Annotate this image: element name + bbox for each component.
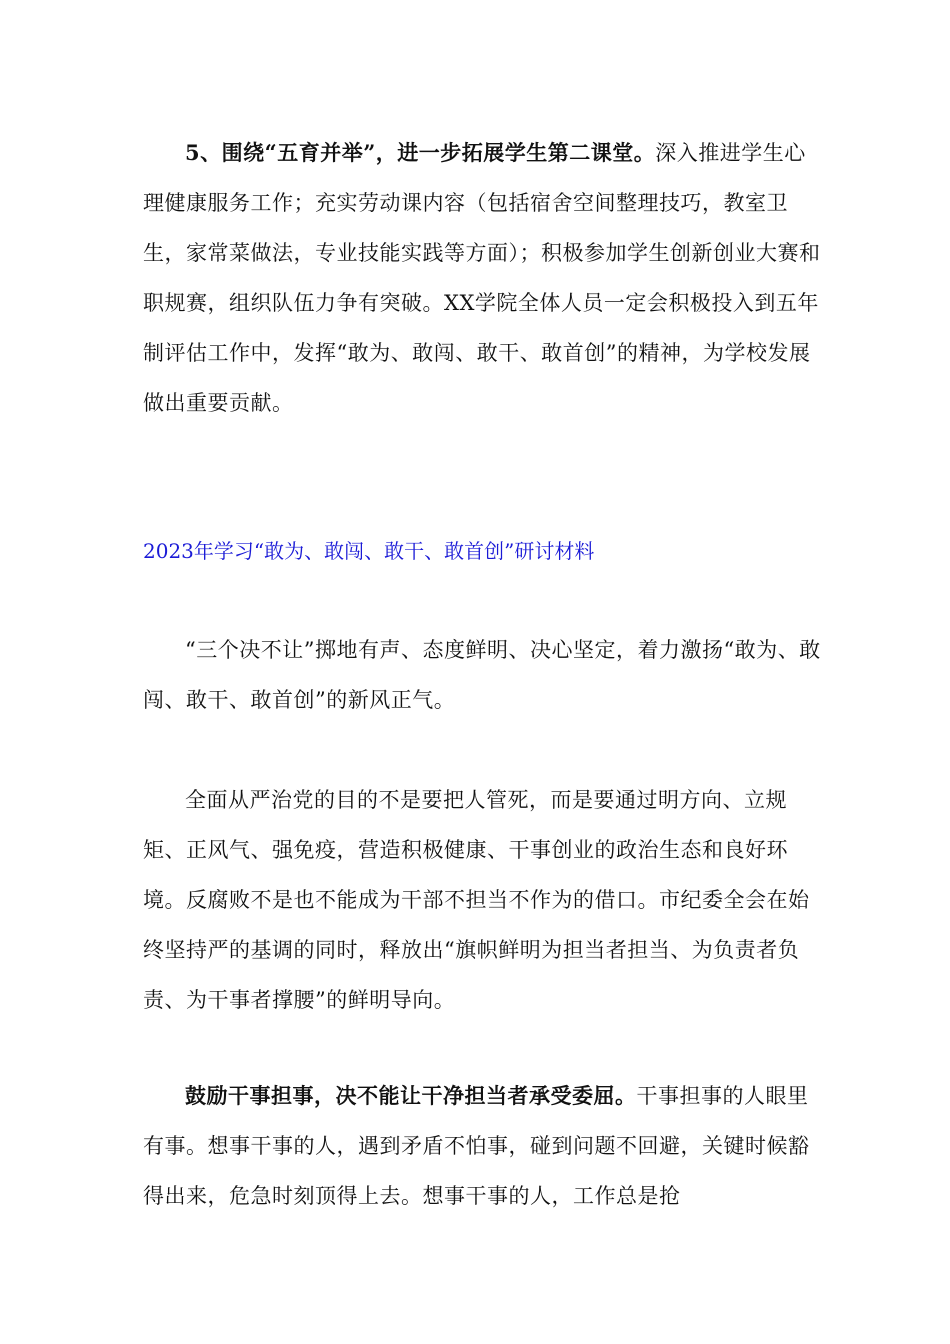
paragraph-encourage-action xyxy=(143,1071,823,1221)
paragraph-body: 干事担事的人眼里有事。想事干事的人，遇到矛盾不怕事，碰到问题不回避，关键时候豁得出来，危急时刻顶得上去。想事干事的人，工作总是抢 xyxy=(143,1084,810,1208)
paragraph-body: 深入推进学生心理健康服务工作；充实劳动课内容（包括宿舍空间整理技巧，教室卫生，家常菜做法，专业技能实践等方面）；积极参加学生创新创业大赛和职规赛，组织队伍力争有突破。XX学院全体人员一定会积极投入到五年制评估工作中，发挥“敢为、敢闯、敢干、敢首创”的精神，为学校发展做出重要贡献。 xyxy=(143,141,821,415)
paragraph-three-never xyxy=(143,625,823,725)
paragraph-lead: 5、围绕“五育并举”，进一步拓展学生第二课堂。 xyxy=(185,140,656,165)
paragraph-body: 全面从严治党的目的不是要把人管死，而是要通过明方向、立规矩、正风气、强免疫，营造积极健康、干事创业的政治生态和良好环境。反腐败不是也不能成为干部不担当不作为的借口。市纪委全会在始终坚持严的基调的同时，释放出“旗帜鲜明为担当者担当、为负责者负责、为干事者撑腰”的鲜明导向。 xyxy=(143,788,810,1012)
paragraph-body: “三个决不让”掷地有声、态度鲜明、决心坚定，着力激扬“敢为、敢闯、敢干、敢首创”的新风正气。 xyxy=(143,638,821,712)
paragraph-strict-governance xyxy=(143,775,823,1025)
section-heading-link[interactable]: 2023年学习“敢为、敢闯、敢干、敢首创”研讨材料 xyxy=(143,539,595,563)
paragraph-lead: 鼓励干事担事，决不能让干净担当者承受委屈。 xyxy=(185,1083,637,1108)
paragraph-five-education xyxy=(143,128,823,428)
